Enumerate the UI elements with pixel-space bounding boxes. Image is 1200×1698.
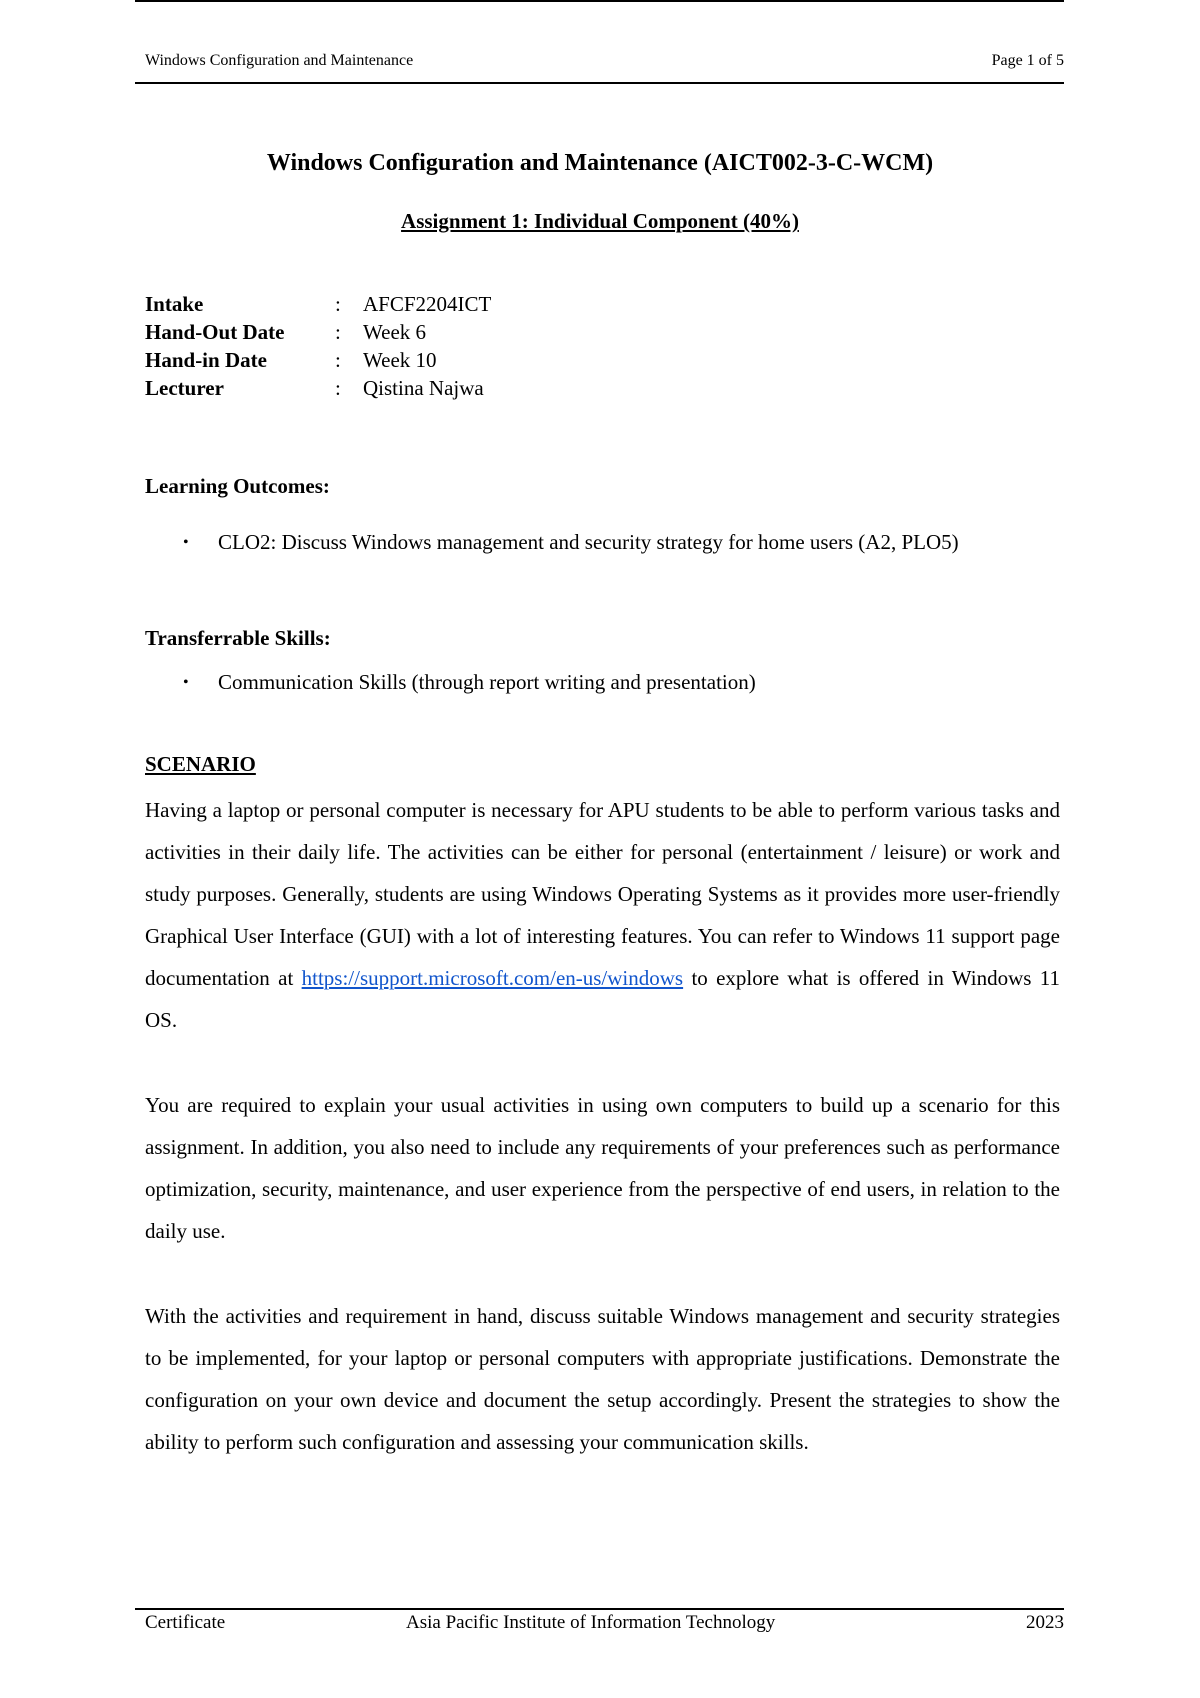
footer-year: 2023 bbox=[1026, 1612, 1064, 1633]
transferrable-skills-heading: Transferrable Skills: bbox=[145, 626, 331, 650]
scenario-paragraph-1-text: Having a laptop or personal computer is necessary for APU students to be able to perform various tasks and activities in their daily life. The activities can be either for personal (entertainment / leisure) or work and study purposes. Generally, students are using Windows Operating Systems as it provides more user-friendly Graphical User Interface (GUI) with a lot of interesting features. You can refer to Windows 11 support page documentation at bbox=[145, 798, 1060, 990]
header-page-number: Page 1 of 5 bbox=[991, 52, 1064, 69]
footer-institution: Asia Pacific Institute of Information Technology bbox=[406, 1612, 776, 1633]
list-item bbox=[145, 669, 1060, 696]
info-value: Qistina Najwa bbox=[363, 375, 484, 400]
footer-course-level: Certificate bbox=[145, 1612, 226, 1633]
scenario-paragraph-1-after: to explore what is offered in Windows 11 OS. bbox=[145, 966, 1060, 1032]
info-row-lecturer bbox=[145, 374, 491, 402]
info-row-hand-in-date bbox=[145, 346, 491, 374]
info-value: AFCF2204ICT bbox=[363, 291, 492, 316]
scenario-heading: SCENARIO bbox=[145, 752, 256, 776]
learning-outcomes-list bbox=[145, 529, 1060, 556]
list-item bbox=[145, 529, 1060, 556]
info-label: Intake bbox=[145, 291, 204, 316]
header-doc-title: Windows Configuration and Maintenance bbox=[145, 52, 414, 69]
page-title: Windows Configuration and Maintenance (AICT002-3-C-WCM) bbox=[266, 150, 934, 176]
learning-outcome-text: CLO2: Discuss Windows management and security strategy for home users (A2, PLO5) bbox=[218, 530, 959, 554]
footer-rule bbox=[135, 1608, 1064, 1610]
info-label: Hand-in Date bbox=[145, 347, 267, 372]
top-rule bbox=[135, 0, 1064, 2]
scenario-paragraph-2: You are required to explain your usual activities in using own computers to build up a scenario for this assignment. In addition, you also need to include any requirements of your preferences such as performance optimization, security, maintenance, and user experience from the perspective of end users, in relation to the daily use. bbox=[145, 1093, 1060, 1243]
scenario-paragraph-1 bbox=[145, 789, 1060, 1041]
learning-outcomes-heading: Learning Outcomes: bbox=[145, 474, 330, 498]
page-subtitle: Assignment 1: Individual Component (40%) bbox=[401, 209, 799, 233]
scenario-paragraph-3: With the activities and requirement in hand, discuss suitable Windows management and security strategies to be implemented, for your laptop or personal computers with appropriate justifications. Demonstrate the configuration on your own device and document the setup accordingly. Present the strategies to show the ability to perform such configuration and assessing your communication skills. bbox=[145, 1304, 1060, 1454]
bullet-icon: • bbox=[183, 534, 189, 551]
info-colon: : bbox=[335, 291, 341, 316]
info-row-intake bbox=[145, 290, 491, 318]
info-label: Lecturer bbox=[145, 375, 224, 400]
transferrable-skills-list bbox=[145, 669, 1060, 696]
info-colon: : bbox=[335, 319, 341, 344]
header-rule bbox=[135, 82, 1064, 84]
assignment-info-table bbox=[145, 290, 491, 402]
transferrable-skill-text: Communication Skills (through report writing and presentation) bbox=[218, 670, 756, 694]
windows-support-link[interactable]: https://support.microsoft.com/en-us/windows bbox=[301, 966, 684, 990]
info-value: Week 10 bbox=[363, 347, 437, 372]
info-value: Week 6 bbox=[363, 319, 427, 344]
info-label: Hand-Out Date bbox=[145, 319, 285, 344]
bullet-icon: • bbox=[183, 674, 189, 691]
info-colon: : bbox=[335, 375, 341, 400]
info-colon: : bbox=[335, 347, 341, 372]
info-row-hand-out-date bbox=[145, 318, 491, 346]
